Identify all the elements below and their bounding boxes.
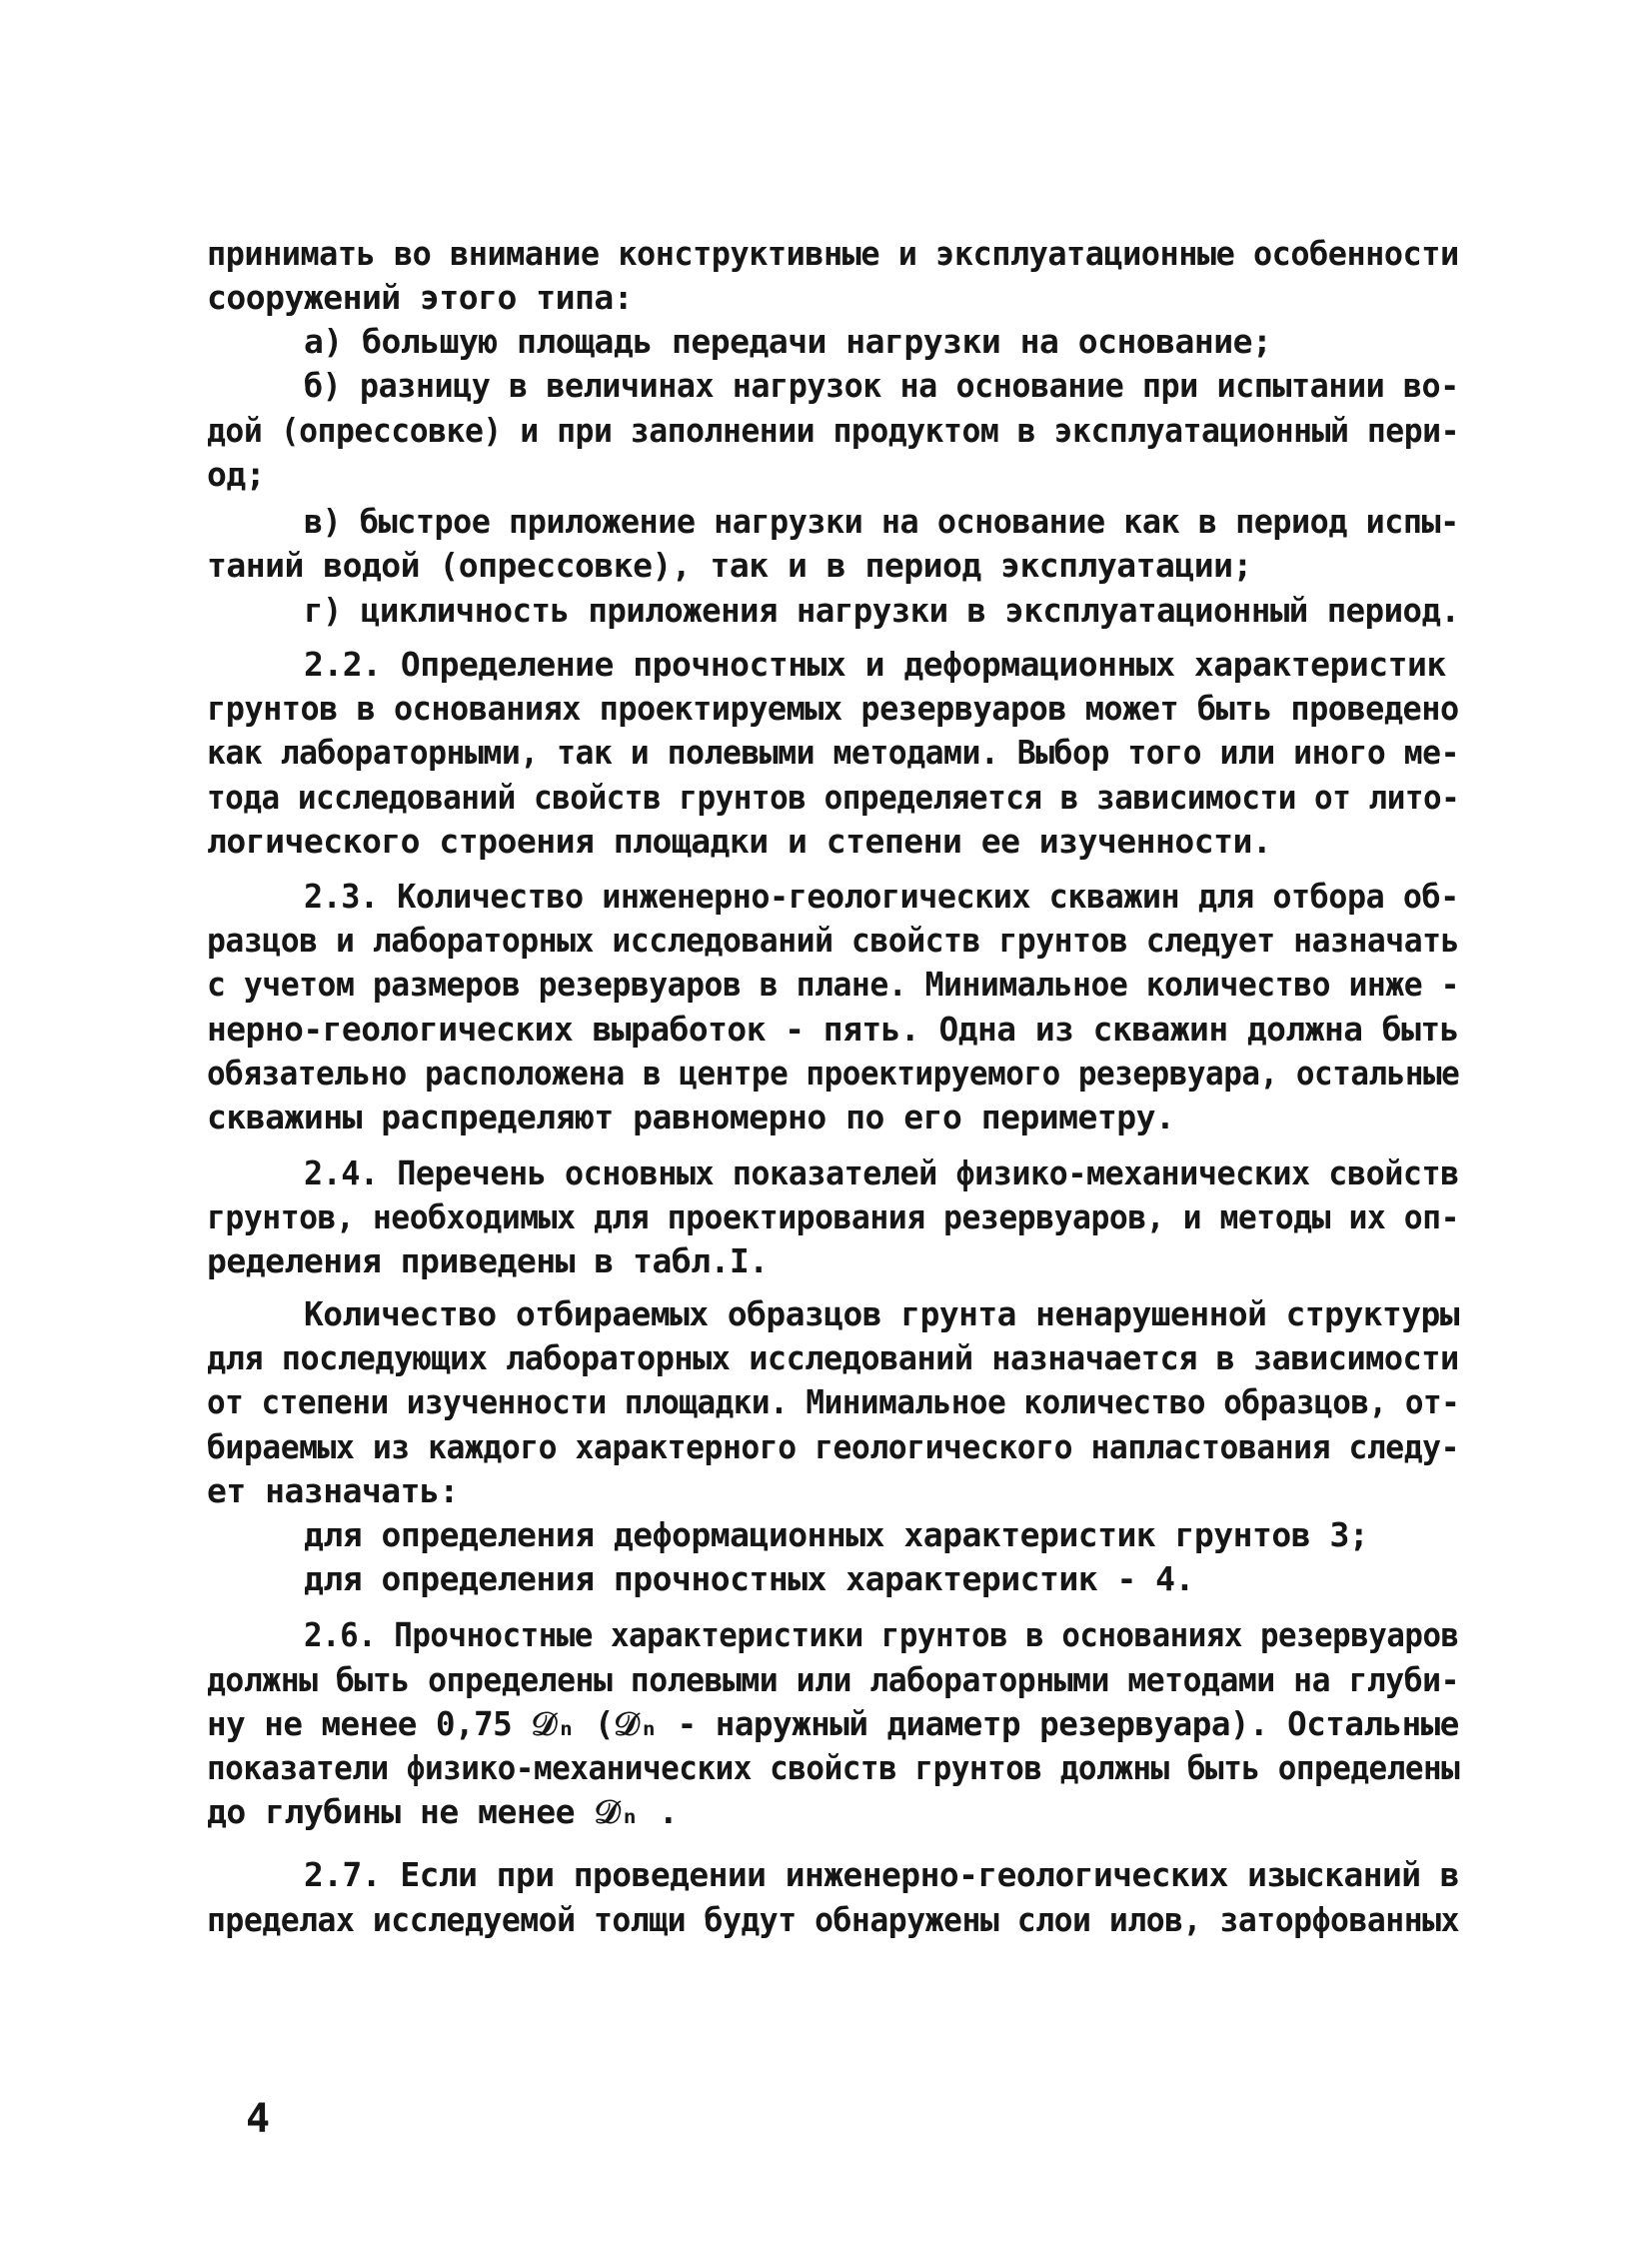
page-number: 4 xyxy=(246,2096,270,2142)
text-line: ет назначать: xyxy=(207,1471,459,1510)
text-line: в) быстрое приложение нагрузки на основание как в период испы- xyxy=(304,502,1459,541)
text-line: од; xyxy=(207,455,266,494)
text-line: 2.7. Если при проведении инженерно-геологических изысканий в xyxy=(304,1855,1460,1894)
text-line: таний водой (опрессовке), так и в период эксплуатации; xyxy=(207,546,1252,585)
text-line: г) цикличность приложения нагрузки в эксплуатационный период. xyxy=(304,591,1460,630)
text-line: а) большую площадь передачи нагрузки на основание; xyxy=(304,322,1272,361)
text-line: разцов и лабораторных исследований свойств грунтов следует назначать xyxy=(207,921,1460,960)
text-line: тода исследований свойств грунтов определяется в зависимости от лито- xyxy=(207,778,1460,817)
text-line: ну не менее 0,75 𝒟ₙ (𝒟ₙ - наружный диаметр резервуара). Остальные xyxy=(207,1704,1459,1743)
text-line: для последующих лабораторных исследований назначается в зависимости xyxy=(207,1338,1459,1377)
text-line: Количество отбираемых образцов грунта ненарушенной структуры xyxy=(304,1294,1460,1333)
text-line: б) разницу в величинах нагрузок на основание при испытании во- xyxy=(304,366,1459,405)
text-line: с учетом размеров резервуаров в плане. Минимальное количество инже - xyxy=(207,965,1460,1004)
text-line: логического строения площадки и степени ее изученности. xyxy=(207,822,1272,861)
text-line: грунтов в основаниях проектируемых резервуаров может быть проведено xyxy=(207,689,1459,728)
text-line: бираемых из каждого характерного геологического напластования следу- xyxy=(207,1427,1460,1466)
text-line: как лабораторными, так и полевыми методами. Выбор того или иного ме- xyxy=(207,733,1460,772)
text-line: 2.2. Определение прочностных и деформационных характеристик xyxy=(304,645,1446,684)
text-line: принимать во внимание конструктивные и эксплуатационные особенности xyxy=(207,234,1459,273)
text-line: от степени изученности площадки. Минимальное количество образцов, от- xyxy=(207,1382,1460,1421)
text-line: ределения приведены в табл.I. xyxy=(207,1241,769,1280)
text-line: до глубины не менее 𝒟ₙ . xyxy=(207,1792,679,1831)
text-line: показатели физико-механических свойств грунтов должны быть определены xyxy=(207,1748,1460,1787)
text-line: пределах исследуемой толщи будут обнаружены слои илов, заторфованных xyxy=(207,1900,1460,1939)
text-line: обязательно расположена в центре проектируемого резервуара, остальные xyxy=(207,1054,1460,1093)
text-line: для определения деформационных характеристик грунтов 3; xyxy=(304,1515,1369,1554)
text-line: должны быть определены полевыми или лабораторными методами на глуби- xyxy=(207,1660,1460,1699)
text-line: 2.4. Перечень основных показателей физико-механических свойств xyxy=(304,1153,1459,1192)
text-line: грунтов, необходимых для проектирования резервуаров, и методы их оп- xyxy=(207,1197,1460,1236)
text-line: скважины распределяют равномерно по его периметру. xyxy=(207,1098,1175,1136)
text-line: сооружений этого типа: xyxy=(207,278,634,317)
text-line: 2.6. Прочностные характеристики грунтов в основаниях резервуаров xyxy=(304,1615,1459,1654)
text-line: 2.3. Количество инженерно-геологических скважин для отбора об- xyxy=(304,877,1459,916)
text-line: дой (опрессовке) и при заполнении продуктом в эксплуатационный пери- xyxy=(207,411,1460,450)
text-line: нерно-геологических выработок - пять. Одна из скважин должна быть xyxy=(207,1010,1459,1049)
text-line: для определения прочностных характеристик - 4. xyxy=(304,1559,1194,1598)
